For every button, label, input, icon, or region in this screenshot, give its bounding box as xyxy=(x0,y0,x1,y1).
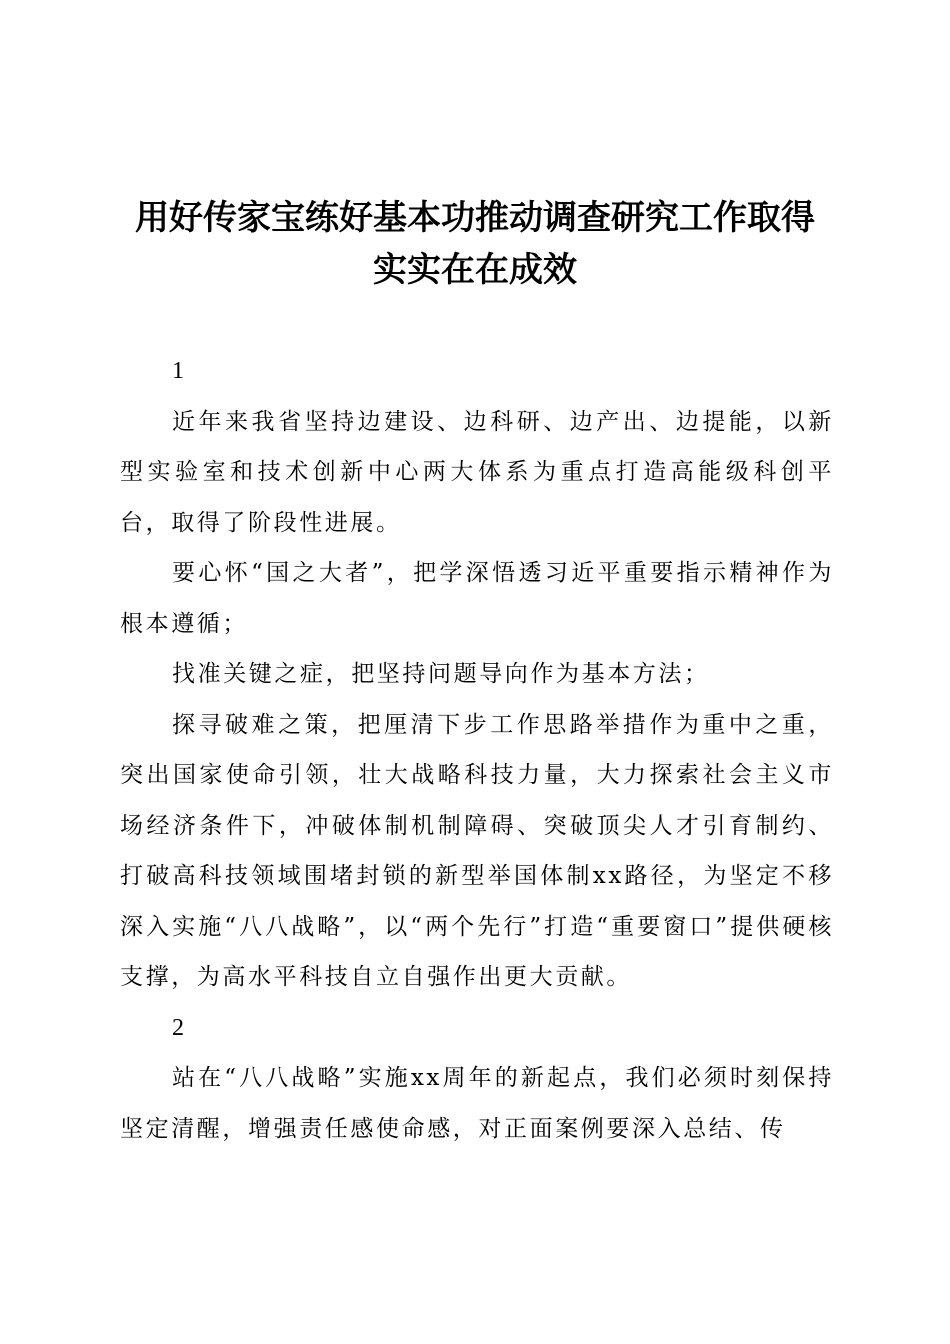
paragraph-1: 近年来我省坚持边建设、边科研、边产出、边提能，以新型实验室和技术创新中心两大体系为重点打造高能级科创平台，取得了阶段性进展。 xyxy=(120,408,834,536)
paragraph-2: 要心怀“国之大者”，把学深悟透习近平重要指示精神作为根本遵循； xyxy=(120,560,834,637)
title-line-2: 实实在在成效 xyxy=(373,250,577,290)
document-title xyxy=(100,192,850,296)
paragraph-4: 探寻破难之策，把厘清下步工作思路举措作为重中之重，突出国家使命引领，壮大战略科技力量，大力探索社会主义市场经济条件下，冲破体制机制障碍、突破顶尖人才引育制约、打破高科技领域围堵封锁的新型举国体制xx路径，为坚定不移深入实施“八八战略”，以“两个先行”打造“重要窗口”提供硬核支撑，为高水平科技自立自强作出更大贡献。 xyxy=(120,711,834,990)
title-line-1: 用好传家宝练好基本功推动调查研究工作取得 xyxy=(135,198,815,238)
section-number-1: 1 xyxy=(172,358,187,384)
paragraph-5: 站在“八八战略”实施xx周年的新起点，我们必须时刻保持坚定清醒，增强责任感使命感，对正面案例要深入总结、传 xyxy=(120,1065,834,1142)
section-number-2: 2 xyxy=(172,1014,187,1041)
paragraph-3: 找准关键之症，把坚持问题导向作为基本方法； xyxy=(172,661,710,687)
document-body xyxy=(120,346,834,1154)
